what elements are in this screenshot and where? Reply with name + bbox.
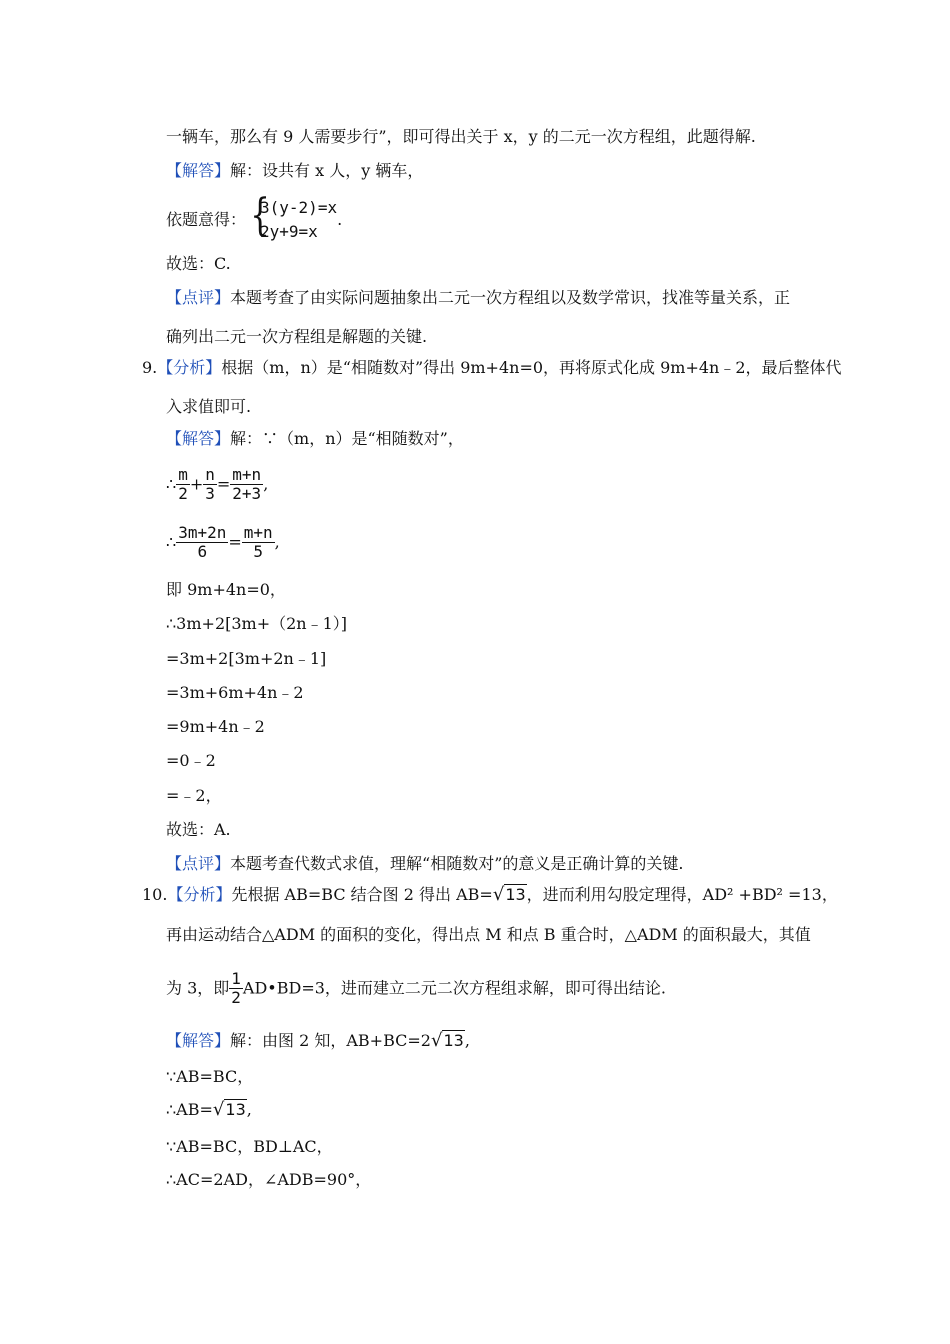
answer-text: 解：设共有 x 人，y 辆车， xyxy=(230,161,424,180)
comment-tag: 【点评】 xyxy=(166,288,231,307)
therefore-symbol: ∴ xyxy=(166,532,177,552)
q8-comment-line1 xyxy=(166,288,830,308)
eq-intro: 依题意得： xyxy=(166,210,247,229)
q9-step: 即 9m+4n=0， xyxy=(166,580,286,599)
q10-step: ∴AC=2AD，∠ADB=90°， xyxy=(166,1170,372,1189)
q9-fraction-eq1: ∴ $\frac{m}{2}$ + $\frac{n}{3}$ = $\frac{m+n}{2+3}$ , xyxy=(166,465,269,503)
fraction-one-half: $\frac{1}{2}$ xyxy=(231,969,241,1007)
q10-analysis-line1: 10.【分析】先根据 AB=BC 结合图 2 得出 AB=√13，进而利用勾股定理得，AD² +BD² =13， xyxy=(142,884,838,905)
q8-comment-line2: 确列出二元一次方程组是解题的关键. xyxy=(166,327,428,346)
analysis-tag: 【分析】 xyxy=(167,885,232,904)
q9-step: =3m+2[3m+2n﹣1] xyxy=(166,649,327,668)
q9-step: =0﹣2 xyxy=(166,751,216,770)
fraction-sum: $\frac{m+n}{2+3}$ xyxy=(232,465,262,503)
therefore-symbol: ∴ xyxy=(166,474,177,494)
fraction-m-over-2: $\frac{m}{2}$ xyxy=(178,465,188,503)
equation-1: 3(y-2)=x xyxy=(260,198,338,217)
comment-tag: 【点评】 xyxy=(166,854,231,873)
fraction-mn-over-5: $\frac{m+n}{5}$ xyxy=(243,523,273,561)
question-number: 9. xyxy=(142,358,158,377)
q10-analysis-line2: 再由运动结合△ADM 的面积的变化，得出点 M 和点 B 重合时，△ADM 的面积最大，其值 xyxy=(166,925,811,944)
q9-step: ∴3m+2[3m+（2n﹣1）] xyxy=(166,614,348,633)
answer-tag: 【解答】 xyxy=(166,429,231,448)
answer-tag: 【解答】 xyxy=(166,161,231,180)
q9-analysis-line2: 入求值即可. xyxy=(166,397,252,416)
q9-step: =3m+6m+4n﹣2 xyxy=(166,683,304,702)
equation-system xyxy=(246,190,338,244)
answer-text: 解：∵（m，n）是“相随数对”， xyxy=(230,429,464,448)
q9-choice: 故选：A. xyxy=(166,820,231,839)
sqrt-13: √13 xyxy=(212,1099,246,1120)
analysis-text: 根据（m，n）是“相随数对”得出 9m+4n=0，再将原式化成 9m+4n﹣2，最后整体代 xyxy=(221,358,842,377)
q8-equation-system xyxy=(166,190,830,246)
question-number: 10. xyxy=(142,885,168,904)
analysis-text: 先根据 AB=BC 结合图 2 得出 AB= xyxy=(231,885,493,904)
sqrt-13: √13 xyxy=(492,884,526,905)
fraction-n-over-3: $\frac{n}{3}$ xyxy=(205,465,215,503)
q10-step: ∵AB=BC，BD⊥AC， xyxy=(166,1137,333,1156)
q10-step: ∴AB=√13, xyxy=(166,1099,252,1120)
q10-analysis-line3: 为 3，即 $\frac{1}{2}$ AD•BD=3，进而建立二元二次方程组求解，即可得出结论. xyxy=(166,969,667,1007)
eq-end: . xyxy=(337,210,343,229)
q9-fraction-eq2: ∴ $\frac{3m+2n}{6}$ = $\frac{m+n}{5}$ , xyxy=(166,523,280,561)
answer-tag: 【解答】 xyxy=(166,1031,231,1050)
q9-answer-line xyxy=(166,429,830,449)
analysis-tag: 【分析】 xyxy=(157,358,222,377)
q10-step: ∵AB=BC， xyxy=(166,1067,254,1086)
equation-2: 2y+9=x xyxy=(260,222,318,241)
q8-answer-line xyxy=(166,161,830,181)
fraction-3m2n-over-6: $\frac{3m+2n}{6}$ xyxy=(178,523,227,561)
q9-step: =﹣2， xyxy=(166,786,222,805)
sqrt-13: √13 xyxy=(430,1030,464,1051)
q9-analysis-line1 xyxy=(142,358,842,378)
q9-comment xyxy=(166,854,830,874)
left-brace: { xyxy=(250,190,270,241)
q8-analysis-tail: 一辆车，那么有 9 人需要步行”，即可得出关于 x，y 的二元一次方程组，此题得解. xyxy=(166,127,756,146)
comment-text: 本题考查代数式求值，理解“相随数对”的意义是正确计算的关键. xyxy=(230,854,684,873)
comment-text: 本题考查了由实际问题抽象出二元一次方程组以及数学常识，找准等量关系，正 xyxy=(230,288,791,307)
q8-choice: 故选：C. xyxy=(166,254,231,273)
q10-answer-line: 【解答】解：由图 2 知，AB+BC=2√13, xyxy=(166,1030,470,1051)
q9-step: =9m+4n﹣2 xyxy=(166,717,265,736)
